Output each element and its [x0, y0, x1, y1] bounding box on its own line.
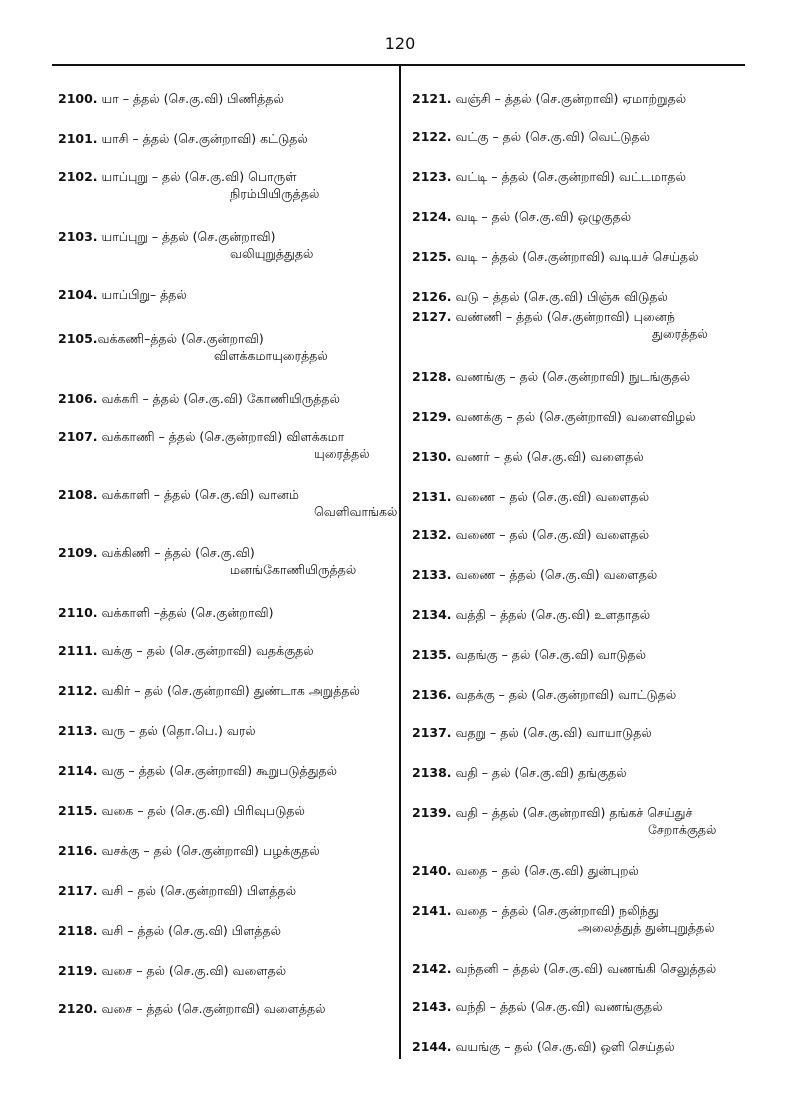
column-divider — [399, 64, 401, 1059]
dictionary-entry — [412, 208, 631, 225]
dictionary-entry — [412, 288, 668, 305]
entry-text: வசை – தல் (செ.கு.வி) வளைதல் — [97, 963, 287, 978]
entry-number: 2105. — [58, 331, 98, 346]
dictionary-entry — [412, 960, 716, 977]
entry-continuation: சேறாக்குதல் — [648, 822, 717, 837]
entry-text: வணை – த்தல் (செ.கு.வி) வளைதல் — [451, 567, 658, 582]
entry-text: வகு – த்தல் (செ.குன்றாவி) கூறுபடுத்துதல் — [97, 763, 338, 778]
entry-text: வக்கணி–த்தல் (செ.குன்றாவி) — [97, 331, 264, 346]
entry-number: 2136. — [412, 687, 452, 702]
entry-text: யா – த்தல் (செ.கு.வி) பிணித்தல் — [97, 91, 284, 106]
dictionary-entry — [412, 526, 649, 543]
entry-continuation: வலியுறுத்துதல் — [230, 246, 314, 261]
entry-number: 2141. — [412, 903, 452, 918]
dictionary-entry — [58, 682, 360, 699]
dictionary-entry — [58, 330, 328, 364]
dictionary-entry — [412, 862, 639, 879]
dictionary-entry — [412, 1038, 675, 1055]
entry-number: 2135. — [412, 647, 452, 662]
dictionary-entry — [412, 308, 708, 342]
entry-text: வகை – தல் (செ.கு.வி) பிரிவுபடுதல் — [97, 803, 305, 818]
dictionary-entry — [58, 802, 305, 819]
entry-number: 2112. — [58, 683, 98, 698]
dictionary-entry — [58, 1000, 326, 1017]
dictionary-entry — [58, 228, 313, 262]
dictionary-entry — [412, 902, 715, 936]
entry-text: வடு – த்தல் (செ.கு.வி) பிஞ்சு விடுதல் — [451, 289, 668, 304]
dictionary-entry — [412, 998, 663, 1015]
entry-text: யாப்புறு – த்தல் (செ.குன்றாவி) — [97, 229, 276, 244]
entry-text: வதி – தல் (செ.கு.வி) தங்குதல் — [451, 765, 627, 780]
entry-text: வணர் – தல் (செ.கு.வி) வளைதல் — [451, 449, 644, 464]
entry-text: வக்காளி –த்தல் (செ.குன்றாவி) — [97, 605, 274, 620]
dictionary-entry — [412, 606, 650, 623]
entry-number: 2121. — [412, 91, 452, 106]
entry-number: 2139. — [412, 805, 452, 820]
entry-number: 2107. — [58, 429, 98, 444]
entry-number: 2114. — [58, 763, 98, 778]
entry-number: 2122. — [412, 129, 452, 144]
entry-text: வஞ்சி – த்தல் (செ.குன்றாவி) ஏமாற்றுதல் — [451, 91, 687, 106]
entry-number: 2117. — [58, 883, 98, 898]
entry-number: 2134. — [412, 607, 452, 622]
entry-text: வணை – தல் (செ.கு.வி) வளைதல் — [451, 527, 650, 542]
entry-continuation: அலைத்துத் துன்புறுத்தல் — [578, 920, 715, 935]
entry-text: வரு – தல் (தொ.பெ.) வரல் — [97, 723, 256, 738]
entry-number: 2103. — [58, 229, 98, 244]
dictionary-entry — [412, 566, 657, 583]
entry-number: 2126. — [412, 289, 452, 304]
dictionary-entry — [412, 724, 652, 741]
dictionary-entry — [58, 962, 286, 979]
entry-number: 2113. — [58, 723, 98, 738]
entry-number: 2129. — [412, 409, 452, 424]
page-number: 120 — [384, 34, 416, 53]
dictionary-entry — [58, 544, 356, 578]
entry-text: வக்காணி – த்தல் (செ.குன்றாவி) விளக்கமா — [97, 429, 345, 444]
entry-text: வசக்கு – தல் (செ.குன்றாவி) பழக்குதல் — [97, 843, 320, 858]
entry-number: 2124. — [412, 209, 452, 224]
entry-number: 2138. — [412, 765, 452, 780]
entry-number: 2142. — [412, 961, 452, 976]
dictionary-entry — [58, 90, 284, 107]
entry-number: 2133. — [412, 567, 452, 582]
entry-number: 2120. — [58, 1001, 98, 1016]
entry-text: வக்கரி – த்தல் (செ.கு.வி) கோணியிருத்தல் — [97, 391, 340, 406]
entry-text: வடி – தல் (செ.கு.வி) ஒழுகுதல் — [451, 209, 632, 224]
entry-continuation: விளக்கமாயுரைத்தல் — [214, 348, 328, 363]
dictionary-entry — [58, 882, 296, 899]
dictionary-entry — [412, 168, 686, 185]
dictionary-entry — [412, 90, 686, 107]
entry-number: 2123. — [412, 169, 452, 184]
entry-number: 2116. — [58, 843, 98, 858]
entry-text: வதை – தல் (செ.கு.வி) துன்புறல் — [451, 863, 639, 878]
dictionary-entry — [58, 842, 320, 859]
entry-number: 2125. — [412, 249, 452, 264]
dictionary-entry — [412, 128, 650, 145]
entry-text: வதங்கு – தல் (செ.கு.வி) வாடுதல் — [451, 647, 647, 662]
entry-text: வந்தி – த்தல் (செ.கு.வி) வணங்குதல் — [451, 999, 663, 1014]
dictionary-entry — [58, 286, 187, 303]
entry-text: வசி – த்தல் (செ.கு.வி) பிளத்தல் — [97, 923, 282, 938]
entry-text: வதி – த்தல் (செ.குன்றாவி) தங்கச் செய்துச் — [451, 805, 693, 820]
entry-continuation: நிரம்பியிருத்தல் — [230, 186, 320, 201]
entry-number: 2108. — [58, 487, 98, 502]
dictionary-entry — [58, 130, 308, 147]
dictionary-entry — [412, 448, 644, 465]
entry-number: 2111. — [58, 643, 98, 658]
entry-text: வடி – த்தல் (செ.குன்றாவி) வடியச் செய்தல் — [451, 249, 699, 264]
entry-text: வயங்கு – தல் (செ.கு.வி) ஒளி செய்தல் — [451, 1039, 675, 1054]
dictionary-entry — [58, 722, 256, 739]
dictionary-entry — [412, 248, 698, 265]
dictionary-entry — [58, 390, 340, 407]
dictionary-entry — [412, 764, 627, 781]
entry-text: யாப்புறு – தல் (செ.கு.வி) பொருள் — [97, 169, 297, 184]
entry-text: வதை – த்தல் (செ.குன்றாவி) நலிந்து — [451, 903, 659, 918]
entry-text: யாசி – த்தல் (செ.குன்றாவி) கட்டுதல் — [97, 131, 308, 146]
entry-number: 2137. — [412, 725, 452, 740]
entry-text: வண்ணி – த்தல் (செ.குன்றாவி) புனைந் — [451, 309, 675, 324]
entry-number: 2131. — [412, 489, 452, 504]
dictionary-entry — [58, 168, 319, 202]
entry-number: 2106. — [58, 391, 98, 406]
entry-text: வக்கிணி – த்தல் (செ.கு.வி) — [97, 545, 255, 560]
entry-text: வத்தி – த்தல் (செ.கு.வி) உளதாதல் — [451, 607, 651, 622]
entry-text: வசி – தல் (செ.குன்றாவி) பிளத்தல் — [97, 883, 297, 898]
dictionary-entry — [58, 762, 337, 779]
entry-number: 2104. — [58, 287, 98, 302]
dictionary-entry — [412, 368, 690, 385]
dictionary-entry — [412, 646, 646, 663]
dictionary-entry — [412, 488, 649, 505]
entry-number: 2144. — [412, 1039, 452, 1054]
entry-number: 2127. — [412, 309, 452, 324]
entry-number: 2132. — [412, 527, 452, 542]
entry-number: 2100. — [58, 91, 98, 106]
entry-text: வணக்கு – தல் (செ.குன்றாவி) வளைவிழல் — [451, 409, 696, 424]
entry-continuation: துரைத்தல் — [652, 326, 708, 341]
entry-number: 2118. — [58, 923, 98, 938]
entry-text: வட்கு – தல் (செ.கு.வி) வெட்டுதல் — [451, 129, 651, 144]
dictionary-entry — [58, 604, 273, 621]
dictionary-entry — [412, 804, 716, 838]
entry-text: வதறு – தல் (செ.கு.வி) வாயாடுதல் — [451, 725, 652, 740]
entry-continuation: மனங்கோணியிருத்தல் — [230, 562, 357, 577]
entry-text: வதக்கு – தல் (செ.குன்றாவி) வாட்டுதல் — [451, 687, 677, 702]
entry-number: 2110. — [58, 605, 98, 620]
entry-number: 2140. — [412, 863, 452, 878]
dictionary-entry — [58, 642, 314, 659]
entry-text: வக்கு – தல் (செ.குன்றாவி) வதக்குதல் — [97, 643, 314, 658]
entry-continuation: யுரைத்தல் — [314, 446, 370, 461]
dictionary-entry — [412, 686, 676, 703]
dictionary-entry — [58, 486, 397, 520]
entry-continuation: வெளிவாங்கல் — [314, 504, 398, 519]
entry-text: வசை – த்தல் (செ.குன்றாவி) வளைத்தல் — [97, 1001, 326, 1016]
entry-text: வக்காளி – த்தல் (செ.கு.வி) வானம் — [97, 487, 299, 502]
entry-text: வந்தனி – த்தல் (செ.கு.வி) வணங்கி செலுத்தல் — [451, 961, 717, 976]
entry-text: வட்டி – த்தல் (செ.குன்றாவி) வட்டமாதல் — [451, 169, 686, 184]
entry-text: யாப்பிறு– த்தல் — [97, 287, 187, 302]
entry-text: வணை – தல் (செ.கு.வி) வளைதல் — [451, 489, 650, 504]
entry-number: 2102. — [58, 169, 98, 184]
dictionary-entry — [58, 922, 281, 939]
entry-number: 2115. — [58, 803, 98, 818]
entry-number: 2109. — [58, 545, 98, 560]
dictionary-entry — [412, 408, 696, 425]
dictionary-entry — [58, 428, 370, 462]
entry-number: 2101. — [58, 131, 98, 146]
entry-number: 2128. — [412, 369, 452, 384]
entry-number: 2143. — [412, 999, 452, 1014]
entry-number: 2119. — [58, 963, 98, 978]
entry-text: வணங்கு – தல் (செ.குன்றாவி) நுடங்குதல் — [451, 369, 691, 384]
entry-number: 2130. — [412, 449, 452, 464]
entry-text: வகிர் – தல் (செ.குன்றாவி) துண்டாக அறுத்தல் — [97, 683, 360, 698]
